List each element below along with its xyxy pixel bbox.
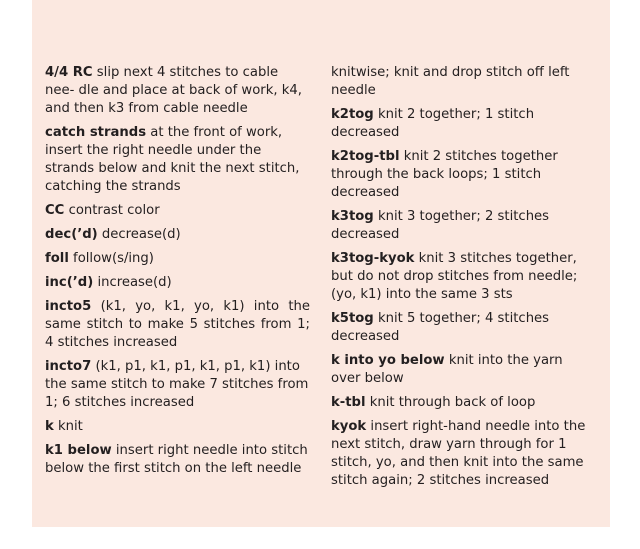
glossary-term: k3tog-kyok [331, 251, 415, 266]
glossary-definition: (k1, yo, k1, yo, k1) into the same stitch to make 5 stitches from 1; 4 stitches increased [45, 299, 310, 350]
glossary-definition: at the front of work, insert the right needle under the strands below and knit the next stitch, catching the strands [45, 125, 300, 194]
glossary-definition: slip next 4 stitches to cable nee- dle and place at back of work, k4, and then k3 from cable needle [45, 65, 302, 116]
glossary-term: k2tog-tbl [331, 149, 400, 164]
glossary-definition: insert right-hand needle into the next stitch, draw yarn through for 1 stitch, yo, and then knit into the same stitch again; 2 stitches increased [331, 419, 586, 488]
glossary-left-column [45, 64, 310, 484]
glossary-entry [331, 208, 594, 244]
glossary-entry [45, 250, 310, 268]
glossary-term: foll [45, 251, 69, 266]
glossary-definition: insert right needle into stitch below the first stitch on the left needle [45, 443, 308, 476]
glossary-entry-continued [331, 64, 594, 100]
glossary-term: k2tog [331, 107, 374, 122]
glossary-term: incto5 [45, 299, 92, 314]
glossary-term: incto7 [45, 359, 92, 374]
glossary-entry [331, 352, 594, 388]
glossary-definition: knit 3 stitches together, but do not drop stitches from needle; (yo, k1) into the same 3 sts [331, 251, 578, 302]
glossary-right-column [331, 64, 594, 496]
glossary-definition: (k1, p1, k1, p1, k1, p1, k1) into the same stitch to make 7 stitches from 1; 6 stitches increased [45, 359, 309, 410]
glossary-definition: follow(s/ing) [73, 251, 154, 266]
glossary-entry [331, 394, 594, 412]
glossary-term: k5tog [331, 311, 374, 326]
glossary-definition: contrast color [68, 203, 160, 218]
glossary-entry [331, 250, 594, 304]
glossary-entry [331, 310, 594, 346]
glossary-entry [45, 274, 310, 292]
glossary-entry [45, 226, 310, 244]
glossary-definition: increase(d) [97, 275, 172, 290]
glossary-term: 4/4 RC [45, 65, 93, 80]
glossary-entry [45, 202, 310, 220]
glossary-definition: knit 2 together; 1 stitch decreased [331, 107, 535, 140]
glossary-entry [45, 124, 310, 196]
glossary-definition: knit into the yarn over below [331, 353, 563, 386]
glossary-definition: decrease(d) [101, 227, 181, 242]
glossary-term: k [45, 419, 54, 434]
glossary-term: inc(’d) [45, 275, 94, 290]
glossary-entry [45, 442, 310, 478]
glossary-entry [45, 358, 310, 412]
glossary-term: catch strands [45, 125, 147, 140]
glossary-entry [331, 418, 594, 490]
glossary-definition: knit [57, 419, 83, 434]
glossary-definition: knitwise; knit and drop stitch off left needle [331, 65, 570, 98]
glossary-entry [331, 148, 594, 202]
glossary-term: k-tbl [331, 395, 366, 410]
glossary-definition: knit through back of loop [369, 395, 536, 410]
glossary-definition: knit 3 together; 2 stitches decreased [331, 209, 550, 242]
glossary-entry [45, 418, 310, 436]
glossary-term: k into yo below [331, 353, 445, 368]
glossary-definition: knit 2 stitches together through the back loops; 1 stitch decreased [331, 149, 558, 200]
glossary-term: k3tog [331, 209, 374, 224]
glossary-term: CC [45, 203, 65, 218]
glossary-term: dec(’d) [45, 227, 98, 242]
glossary-entry [45, 64, 310, 118]
glossary-term: kyok [331, 419, 367, 434]
glossary-entry [45, 298, 310, 352]
glossary-entry [331, 106, 594, 142]
glossary-term: k1 below [45, 443, 112, 458]
glossary-definition: knit 5 together; 4 stitches decreased [331, 311, 550, 344]
